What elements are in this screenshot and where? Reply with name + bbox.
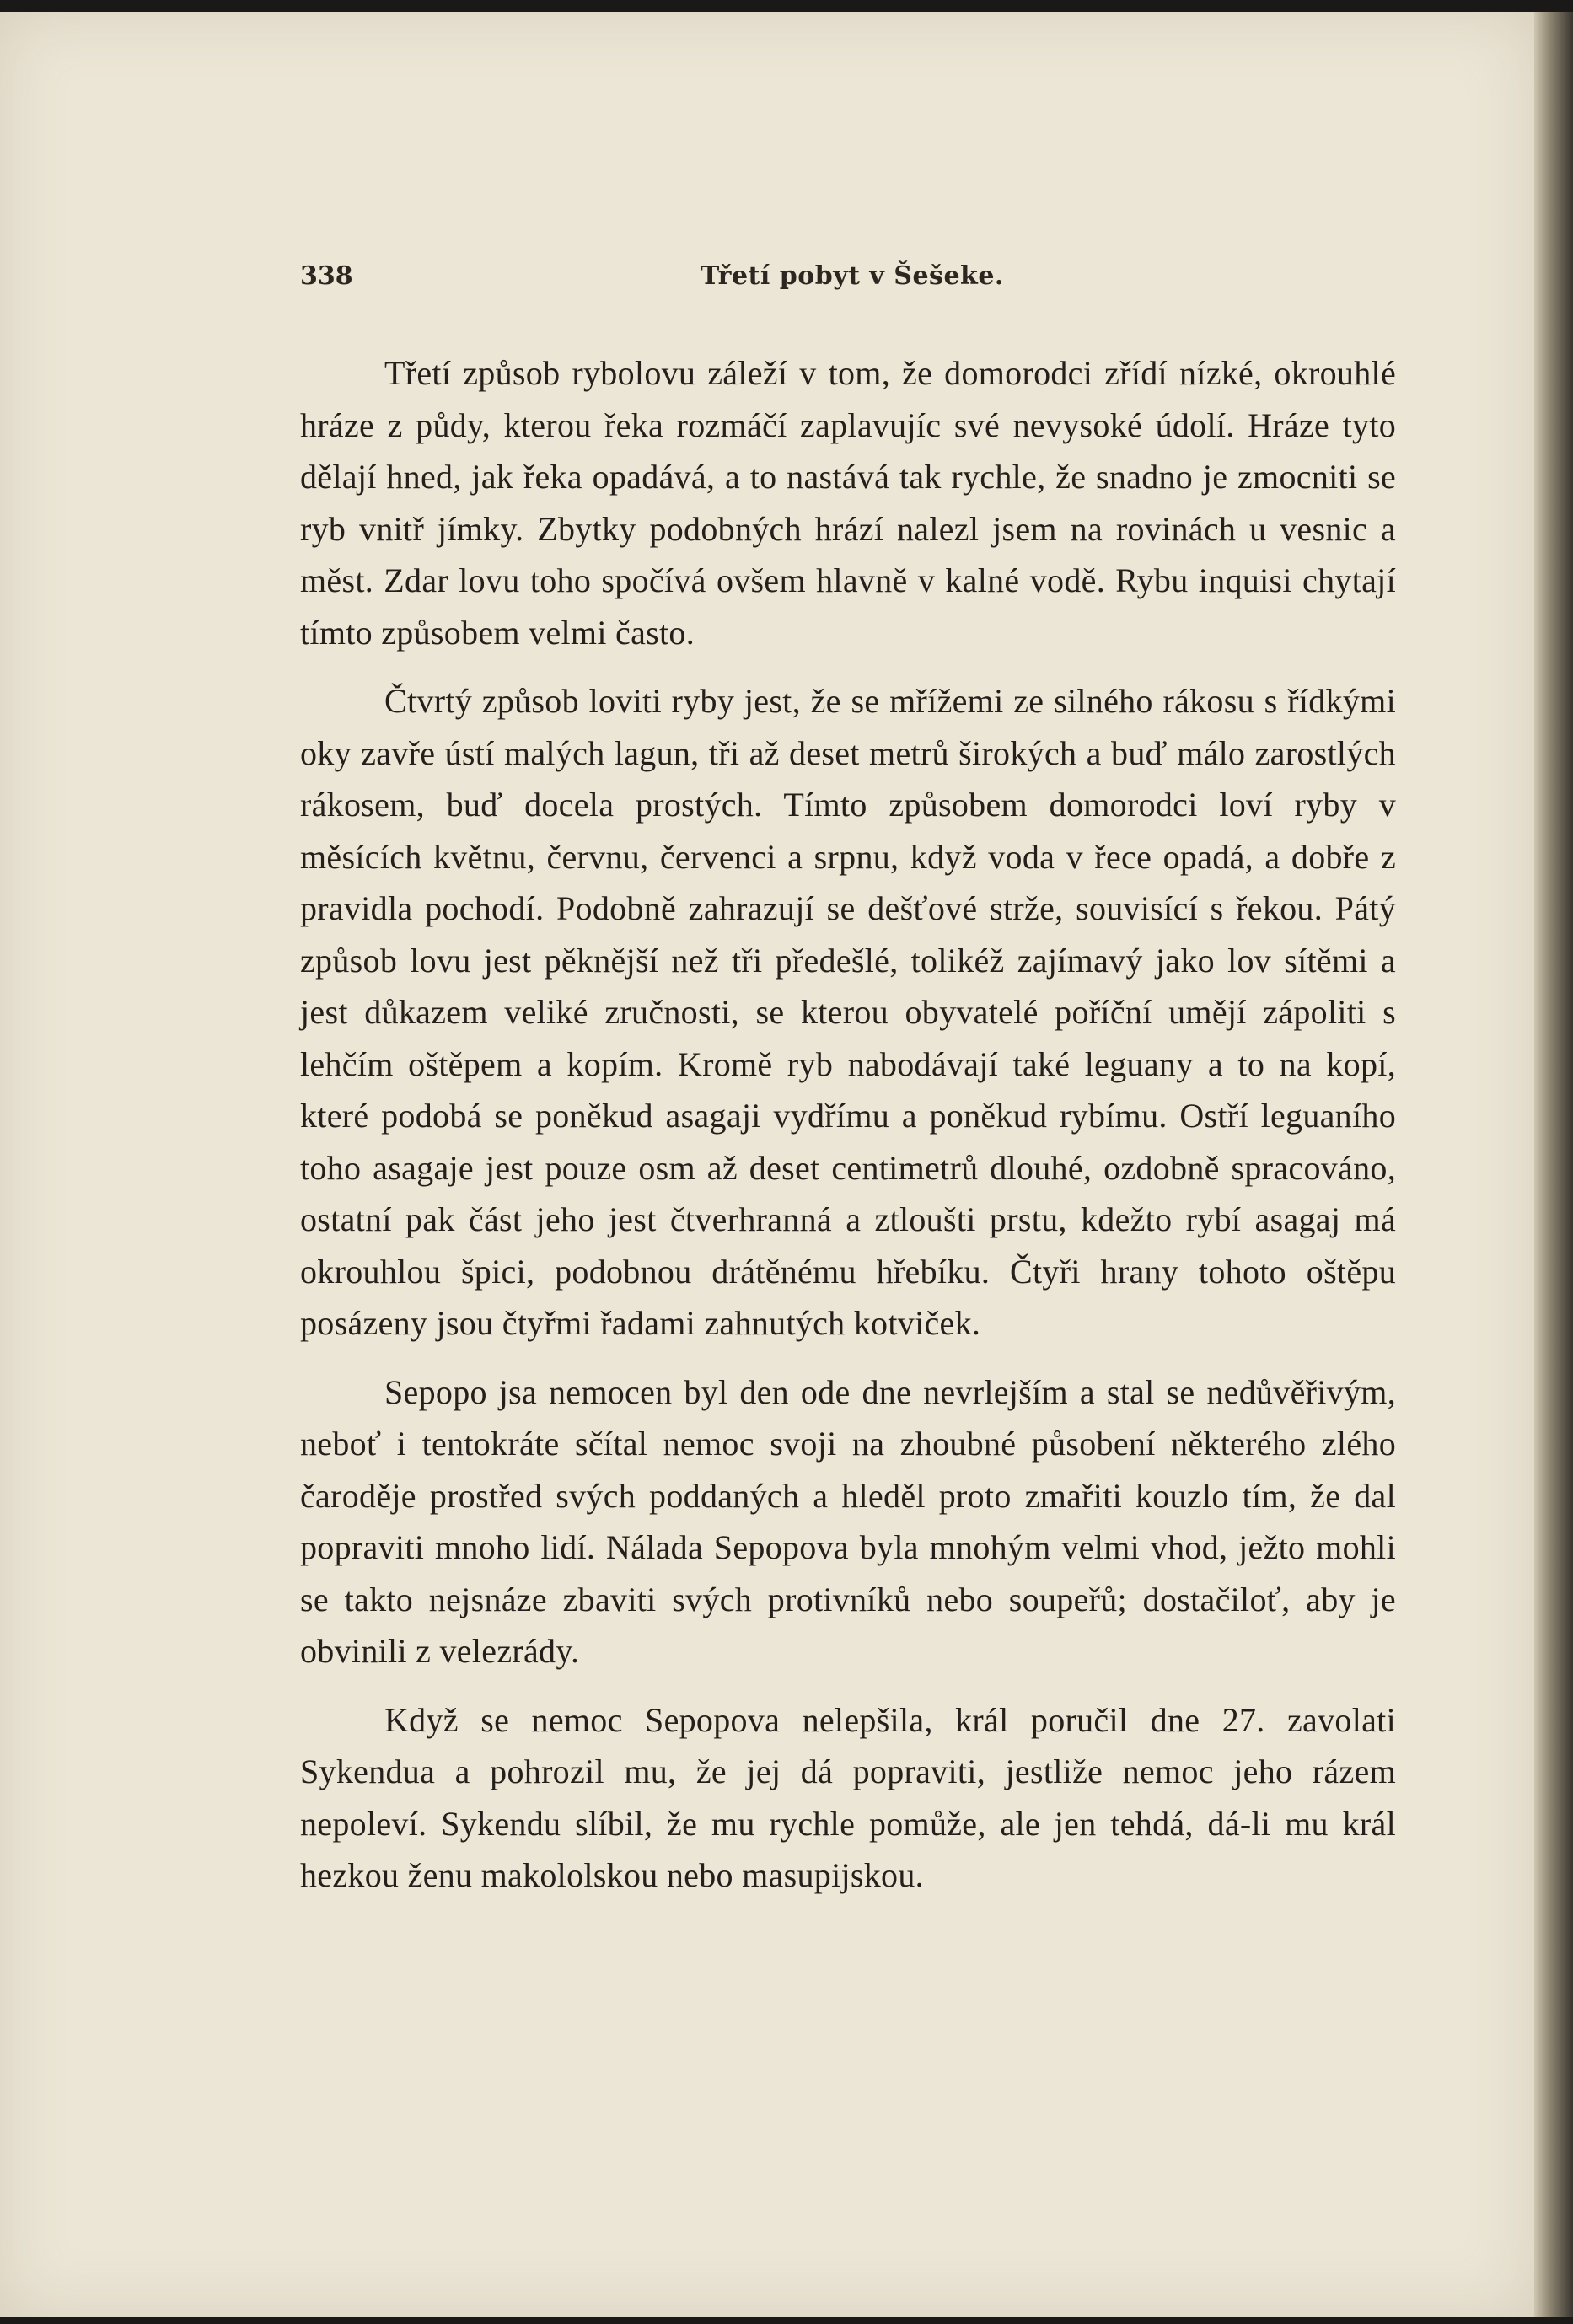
book-page: [0, 12, 1534, 2317]
page-number: 338: [300, 261, 353, 291]
paragraph: Sepopo jsa nemocen byl den ode dne nevrlejším a stal se nedůvěřivým, neboť i tentokráte sčítal nemoc svoji na zhoubné působení některého zlého čaroděje prostřed svých poddaných a hleděl proto zmařiti kouzlo tím, že dal popraviti mnoho lidí. Nálada Sepopova byla mnohým velmi vhod, ježto mohli se takto nejsnáze zbaviti svých protivníků nebo soupeřů; dostačiloť, aby je obvinili z velezrády.: [300, 1372, 1396, 1670]
paragraph: Čtvrtý způsob loviti ryby jest, že se mřížemi ze silného rákosu s řídkými oky zavře ústí malých lagun, tři až deset metrů širokých a buď málo zarostlých rákosem, buď docela prostých. Tímto způsobem domorodci loví ryby v měsících květnu, červnu, červenci a srpnu, když voda v řece opadá, a dobře z pravidla pochodí. Podobně zahrazují se dešťové strže, souvisící s řekou. Pátý způsob lovu jest pěknější než tři předešlé, tolikéž zajímavý jako lov sítěmi a jest důkazem veliké zručnosti, se kterou obyvatelé poříční umějí zápoliti s lehčím oštěpem a kopím. Kromě ryb nabodávají také leguany a to na kopí, které podobá se poněkud asagaji vydřímu a poněkud rybímu. Ostří leguaního toho asagaje jest pouze osm až deset centimetrů dlouhé, ozdobně spracováno, ostatní pak část jeho jest čtverhranná a ztloušti prstu, kdežto rybí asagaj má okrouhlou špici, podobnou drátěnému hřebíku. Čtyři hrany tohoto oštěpu posázeny jsou čtyřmi řadami zahnutých kotviček.: [300, 682, 1396, 1342]
paragraph: Když se nemoc Sepopova nelepšila, král poručil dne 27. zavolati Sykendua a pohrozil mu, že jej dá popraviti, jestliže nemoc jeho rázem nepoleví. Sykendu slíbil, že mu rychle pomůže, ale jen tehdá, dá-li mu král hezkou ženu makololskou nebo masupijskou.: [300, 1700, 1396, 1894]
running-title: Třetí pobyt v Šešeke.: [701, 261, 1004, 291]
body-text: [300, 347, 1396, 1902]
page-edge: [1534, 12, 1573, 2317]
page-header: [300, 261, 1396, 303]
paragraph: Třetí způsob rybolovu záleží v tom, že domorodci zřídí nízké, okrouhlé hráze z půdy, kterou řeka rozmáčí zaplavujíc své nevysoké údolí. Hráze tyto dělají hned, jak řeka opadává, a to nastává tak rychle, že snadno je zmocniti se ryb vnitř jímky. Zbytky podobných hrází nalezl jsem na rovinách u vesnic a měst. Zdar lovu toho spočívá ovšem hlavně v kalné vodě. Rybu inquisi chytají tímto způsobem velmi často.: [300, 354, 1396, 652]
